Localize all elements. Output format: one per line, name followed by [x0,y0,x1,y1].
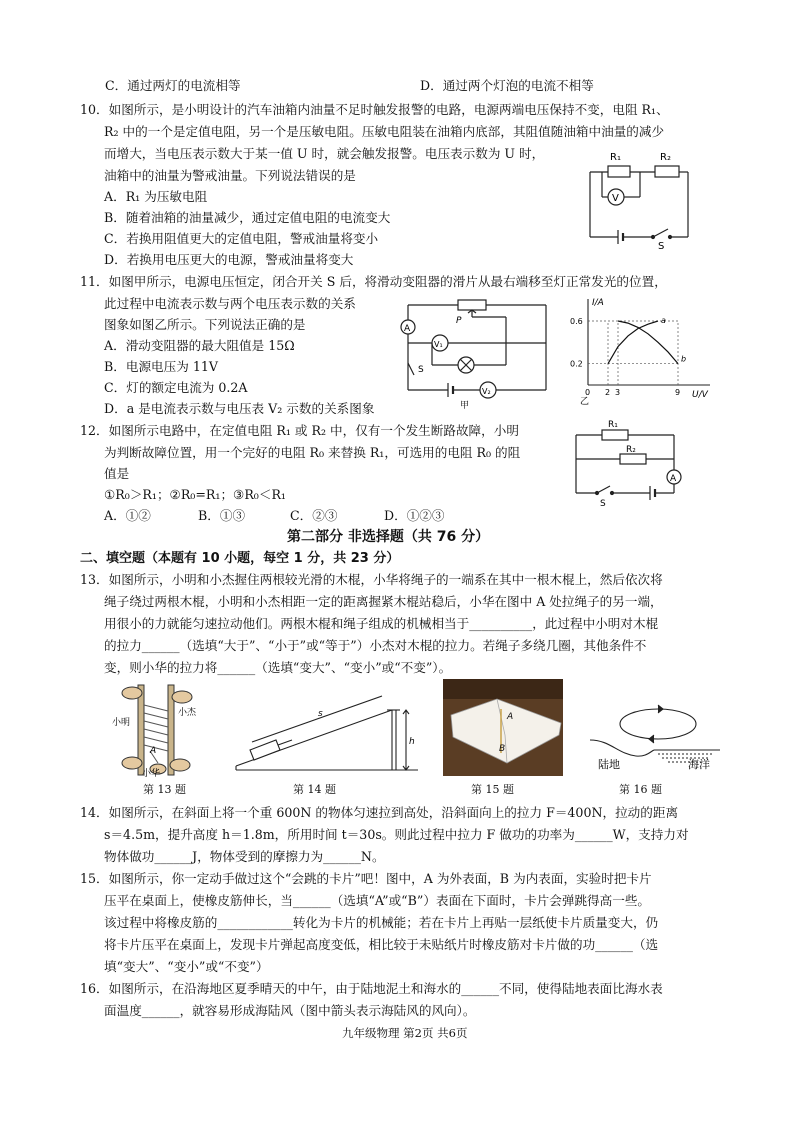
voltmeter-label: V [612,193,619,204]
q14-stem: 物体做功______J，物体受到的摩擦力为______N。 [104,849,385,864]
q11-stem: 11．如图甲所示，电源电压恒定，闭合开关 S 后，将滑动变阻器的滑片从最右端移至灯正常发光的位置， [80,274,667,289]
q10-option-d: D．若换用电压更大的电源，警戒油量将变大 [104,252,354,267]
sea-label: 海洋 [688,758,710,771]
y-tick-label: 0.2 [570,359,583,369]
x-tick-label: 3 [615,388,621,397]
surface-a-label: A [507,712,514,722]
q10-option-b: B．随着油箱的油量减少，通过定值电阻的电流变大 [104,210,391,225]
q14-figure [232,690,424,775]
q16-stem: 16．如图所示，在沿海地区夏季晴天的中午，由于陆地泥土和海水的______不同，使得陆地表面比海水表 [80,981,663,996]
x-tick-label: 0 [585,388,591,397]
surface-b-label: B [499,744,506,754]
land-label: 陆地 [598,758,620,771]
q11-option-a: A．滑动变阻器的最大阻值是 15Ω [104,338,295,353]
y-axis-label: I/A [592,298,604,308]
figure-caption-16: 第 16 题 [619,783,662,796]
page-footer: 九年级物理 第2页 共6页 [342,1026,468,1040]
ammeter-label: A [670,474,677,484]
q10-stem: 油箱中的油量为警戒油量。下列说法错误的是 [104,168,356,183]
q12-stem: 12．如图所示电路中，在定值电阻 R₁ 或 R₂ 中，仅有一个发生断路故障，小明 [80,423,519,438]
q12-conditions: ①R₀＞R₁；②R₀=R₁；③R₀＜R₁ [104,487,286,502]
v2-label: V₂ [482,387,491,396]
q15-stem: 该过程中将橡皮筋的____________转化为卡片的机械能；若在卡片上再贴一层纸使卡片质量变大，仍 [104,915,659,930]
q11-option-d: D．a 是电流表示数与电压表 V₂ 示数的关系图象 [104,401,375,416]
q12-option-d: D．①②③ [384,508,445,523]
height-h-label: h [409,737,415,747]
q11-option-c: C．灯的额定电流为 0.2A [104,380,248,395]
v1-label: V₁ [434,340,443,349]
q13-stem: 绳子绕过两根木棍，小明和小杰相距一定的距离握紧木棍站稳后，小华在图中 A 处拉绳子的另一端， [104,594,663,609]
series-label-a: a [661,316,666,325]
q11-circuit-diagram [396,295,566,410]
q10-stem: R₂ 中的一个是定值电阻，另一个是压敏电阻。压敏电阻装在油箱内底部，其阻值随油箱中油量的减少 [104,124,665,139]
distance-s-label: s [318,709,323,719]
q12-option-b: B．①③ [198,508,246,523]
series-line-a [608,321,658,364]
q9-option-c: C．通过两灯的电流相等 [105,78,241,93]
xiaohua-label: 小华 [142,769,161,779]
xiaojie-label: 小杰 [178,708,197,718]
xiaoming-label: 小明 [112,718,131,728]
q9-option-d: D．通过两个灯泡的电流不相等 [420,78,594,93]
q13-stem: 13．如图所示，小明和小杰握住两根较光滑的木棍，小华将绳子的一端系在其中一根木棍上，然后依次将 [80,572,663,587]
section2-heading: 二、填空题（本题有 10 小题，每空 1 分，共 23 分） [80,551,400,566]
series-line-b [618,321,678,364]
q10-option-c: C．若换用阻值更大的定值电阻，警戒油量将变小 [104,231,379,246]
x-axis-label: U/V [692,390,708,400]
q13-stem: 的拉力______（选填“大于”、“小于”或“等于”）小杰对木棍的拉力。若绳子多绕几圈，其他条件不 [104,638,647,653]
ammeter-label: A [404,324,411,334]
q15-stem: 将卡片压平在桌面上，发现卡片弹起高度变低，相比较于未贴纸片时橡皮筋对卡片做的功______（选 [104,937,659,952]
q11-option-b: B．电源电压为 11V [104,359,218,374]
q12-stem: 值是 [104,466,130,481]
q13-figure [110,683,210,778]
figure-jia-label: 甲 [460,401,470,411]
label-r1: R₁ [608,420,618,430]
q15-stem: 压平在桌面上，使橡皮筋伸长，当______（选填“A”或“B”）表面在下面时，卡片会弹跳得高一些。 [104,893,651,908]
q10-stem: 10．如图所示，是小明设计的汽车油箱内油量不足时触发报警的电路，电源两端电压保持不变，电阻 R₁、 [80,102,669,117]
q14-stem: s＝4.5m，提升高度 h＝1.8m，所用时间 t＝30s。则此过程中拉力 F 做功的功率为______W，支持力对 [104,827,689,842]
q12-stem: 为判断故障位置，用一个完好的电阻 R₀ 来替换 R₁，可选用的电阻 R₀ 的阻 [104,445,521,460]
q14-stem: 14．如图所示，在斜面上将一个重 600N 的物体匀速拉到高处，沿斜面向上的拉力 F＝400N，拉动的距离 [80,805,679,820]
switch-label: S [600,499,606,509]
label-r1: R₁ [610,152,621,163]
q12-option-c: C．②③ [290,508,338,523]
point-a-label: A [150,746,157,756]
q13-stem: 变，则小华的拉力将______（选填“变大”、“变小”或“不变”）。 [104,660,452,675]
series-label-b: b [681,354,687,364]
q16-stem: 面温度______，就容易形成海陆风（图中箭头表示海陆风的风向）。 [104,1003,476,1018]
y-tick-label: 0.6 [570,317,583,326]
q16-figure [588,702,723,776]
figure-caption-13: 第 13 题 [143,783,186,796]
q12-circuit-diagram [570,420,690,510]
q11-stem: 图象如图乙所示。下列说法正确的是 [104,317,306,332]
q11-graph [570,295,720,410]
label-r2: R₂ [626,445,636,455]
q11-stem: 此过程中电流表示数与两个电压表示数的关系 [104,296,356,311]
figure-caption-15: 第 15 题 [471,783,514,796]
switch-label: S [418,365,424,375]
q10-stem: 而增大，当电压表示数大于某一值 U 时，就会触发报警。电压表示数为 U 时， [104,146,545,161]
x-tick-label: 9 [675,388,681,397]
q15-figure [443,679,563,776]
slider-label: P [456,316,462,326]
q12-option-a: A．①② [104,508,151,523]
figure-caption-14: 第 14 题 [293,783,336,796]
switch-label: S [658,241,665,252]
label-r2: R₂ [660,152,671,163]
x-tick-label: 2 [605,388,611,397]
q15-stem: 填“变大”、“变小”或“不变”） [104,959,269,974]
q10-circuit-diagram [580,145,700,252]
q15-stem: 15．如图所示，你一定动手做过这个“会跳的卡片”吧！图中，A 为外表面，B 为内表面，实验时把卡片 [80,871,652,886]
q10-option-a: A．R₁ 为压敏电阻 [104,189,208,204]
figure-yi-label: 乙 [580,397,590,407]
q13-stem: 用很小的力就能匀速拉动他们。两根木棍和绳子组成的机械相当于__________，此过程中小明对木棍 [104,616,659,631]
part2-heading: 第二部分 非选择题（共 76 分） [287,529,490,545]
